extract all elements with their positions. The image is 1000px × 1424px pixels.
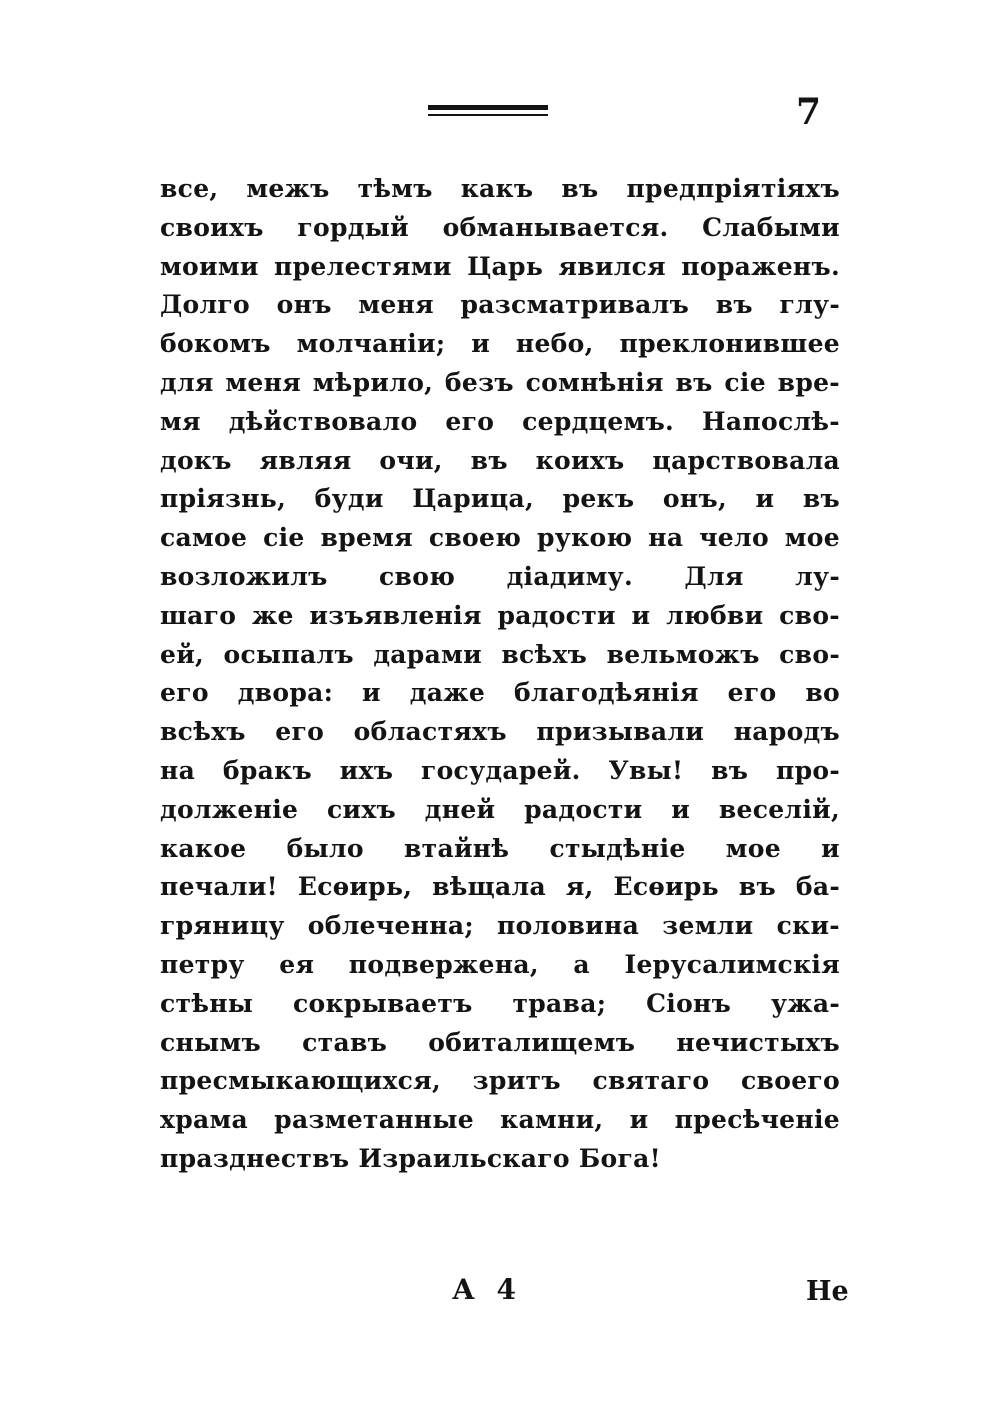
text-line: снымъ ставъ обиталищемъ нечистыхъ: [160, 1027, 840, 1057]
text-line: стѣны сокрываетъ трава; Сіонъ ужа-: [160, 988, 840, 1018]
text-line: гряницу облеченна; половина земли ски-: [160, 911, 840, 941]
text-line: храма разметанные камни, и пресѣченіе: [160, 1105, 840, 1135]
text-line: на бракъ ихъ государей. Увы! въ про-: [160, 755, 840, 785]
text-line: печали! Есѳирь, вѣщала я, Есѳирь въ ба-: [160, 872, 840, 902]
text-line: празднествъ Израильскаго Бога!: [160, 1143, 661, 1173]
text-line: докъ являя очи, въ коихъ царствовала: [160, 445, 840, 475]
text-line: какое было втайнѣ стыдѣніе мое и: [160, 833, 840, 863]
catchword: Не: [806, 1276, 849, 1307]
text-line: своихъ гордый обманывается. Слабыми: [160, 212, 840, 242]
text-line: возложилъ свою діадиму. Для лу-: [160, 561, 840, 591]
text-line: бокомъ молчаніи; и небо, преклонившее: [160, 329, 840, 359]
text-line: всѣхъ его областяхъ призывали народъ: [160, 717, 840, 747]
text-line: петру ея подвержена, а Іерусалимскія: [160, 949, 840, 979]
signature-mark: А 4: [452, 1273, 523, 1306]
text-line: самое сіе время своею рукою на чело мое: [160, 523, 840, 553]
text-line: Долго онъ меня разсматривалъ въ глу-: [160, 290, 840, 320]
header-ornament-rule: [428, 105, 548, 119]
text-line: все, межъ тѣмъ какъ въ предпріятіяхъ: [160, 174, 840, 203]
text-line: для меня мѣрило, безъ сомнѣнія въ сіе вре-: [160, 367, 840, 397]
body-text: [160, 170, 840, 1179]
text-line: пресмыкающихся, зритъ святаго своего: [160, 1066, 840, 1096]
text-line: мя дѣйствовало его сердцемъ. Напослѣ-: [160, 406, 840, 436]
page-number: 7: [796, 91, 822, 133]
text-line: его двора: и даже благодѣянія его во: [160, 678, 840, 708]
text-line: долженіе сихъ дней радости и веселій,: [160, 794, 840, 824]
text-line: ей, осыпалъ дарами всѣхъ вельможъ сво-: [160, 639, 840, 669]
text-line: пріязнь, буди Царица, рекъ онъ, и въ: [160, 484, 840, 514]
text-line: шаго же изъявленія радости и любви сво-: [160, 600, 840, 630]
text-line: моими прелестями Царь явился пораженъ.: [160, 251, 840, 281]
